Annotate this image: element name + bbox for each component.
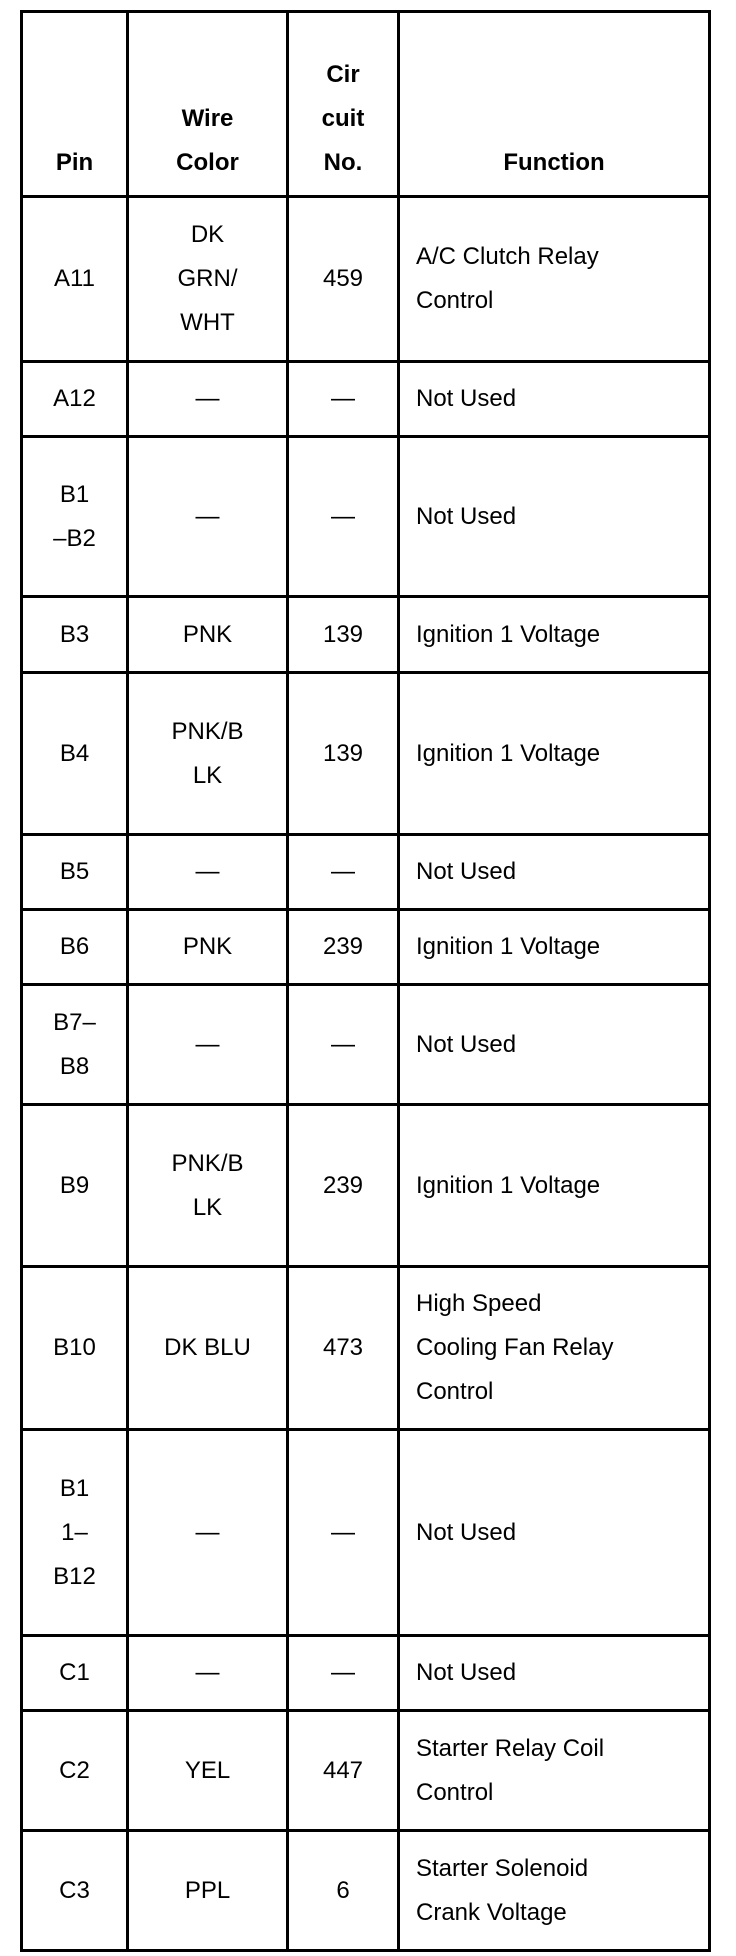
function-cell: Ignition 1 Voltage [399,597,710,673]
header-circuit-number: Cir cuit No. [288,12,399,197]
pin-cell: A12 [22,362,128,437]
wire-color-cell: — [128,1430,288,1636]
function-cell: Not Used [399,437,710,597]
circuit-cell: 239 [288,910,399,985]
pin-cell: C3 [22,1831,128,1951]
header-wire-color: Wire Color [128,12,288,197]
function-cell: Not Used [399,362,710,437]
table-row [22,1711,710,1831]
circuit-cell: 139 [288,597,399,673]
wire-color-cell: — [128,835,288,910]
table-row [22,835,710,910]
wire-color-cell: — [128,1636,288,1711]
pin-cell: B10 [22,1267,128,1430]
table-row [22,1430,710,1636]
function-cell: Ignition 1 Voltage [399,910,710,985]
circuit-cell: 6 [288,1831,399,1951]
function-cell: Not Used [399,835,710,910]
wire-color-cell: PNK [128,910,288,985]
table-row [22,362,710,437]
header-pin: Pin [22,12,128,197]
circuit-cell: — [288,437,399,597]
table-row [22,437,710,597]
table-row [22,985,710,1105]
table-body [22,197,710,1951]
wire-color-cell: — [128,437,288,597]
circuit-cell: — [288,1636,399,1711]
function-cell: High Speed Cooling Fan Relay Control [399,1267,710,1430]
circuit-cell: 473 [288,1267,399,1430]
circuit-cell: — [288,835,399,910]
pin-cell: B5 [22,835,128,910]
wire-color-cell: YEL [128,1711,288,1831]
wire-color-cell: — [128,362,288,437]
header-function: Function [399,12,710,197]
table-header [22,12,710,197]
wire-color-cell: PNK/B LK [128,1105,288,1267]
function-cell: Not Used [399,1430,710,1636]
pin-cell: B1 –B2 [22,437,128,597]
circuit-cell: 239 [288,1105,399,1267]
wire-color-cell: DK BLU [128,1267,288,1430]
circuit-cell: 139 [288,673,399,835]
pin-cell: B1 1– B12 [22,1430,128,1636]
table-row [22,1105,710,1267]
function-cell: A/C Clutch Relay Control [399,197,710,362]
function-cell: Starter Relay Coil Control [399,1711,710,1831]
table-row [22,673,710,835]
pin-cell: B4 [22,673,128,835]
function-cell: Ignition 1 Voltage [399,673,710,835]
function-cell: Starter Solenoid Crank Voltage [399,1831,710,1951]
circuit-cell: — [288,1430,399,1636]
circuit-cell: — [288,362,399,437]
pin-cell: B3 [22,597,128,673]
table-row [22,1636,710,1711]
circuit-cell: 459 [288,197,399,362]
wire-color-cell: DK GRN/ WHT [128,197,288,362]
table-row [22,197,710,362]
table-row [22,1267,710,1430]
function-cell: Ignition 1 Voltage [399,1105,710,1267]
function-cell: Not Used [399,1636,710,1711]
circuit-cell: 447 [288,1711,399,1831]
table-row [22,910,710,985]
pin-cell: B7– B8 [22,985,128,1105]
connector-pin-table [20,10,711,1952]
wire-color-cell: PNK/B LK [128,673,288,835]
pin-cell: C2 [22,1711,128,1831]
pin-cell: B6 [22,910,128,985]
function-cell: Not Used [399,985,710,1105]
wire-color-cell: PPL [128,1831,288,1951]
wire-color-cell: — [128,985,288,1105]
circuit-cell: — [288,985,399,1105]
pin-cell: C1 [22,1636,128,1711]
wire-color-cell: PNK [128,597,288,673]
pin-cell: A11 [22,197,128,362]
table-row [22,597,710,673]
table-row [22,1831,710,1951]
header-row [22,12,710,197]
pin-cell: B9 [22,1105,128,1267]
